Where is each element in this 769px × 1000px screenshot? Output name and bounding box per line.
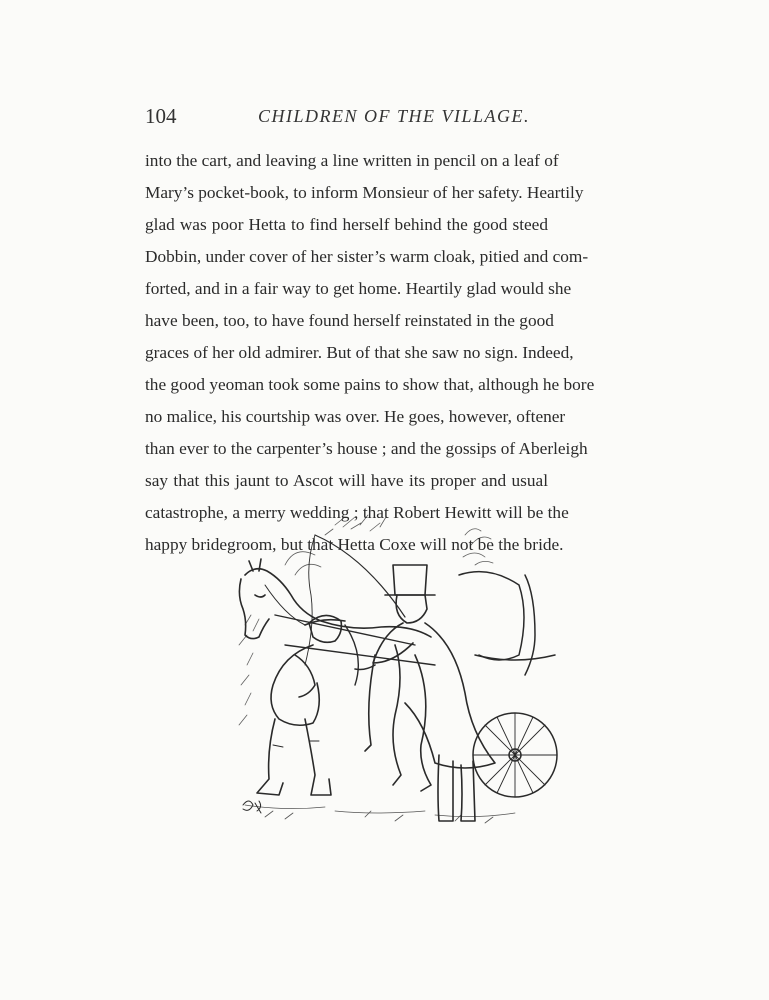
harness: [275, 615, 435, 685]
text-line: the good yeoman took some pains to show that, although he bore: [145, 375, 595, 394]
carriage: [459, 572, 557, 797]
text-line: forted, and in a fair way to get home. Heartily glad would she: [145, 279, 572, 298]
text-line: happy bridegroom, but that Hetta Coxe will not be the bride.: [145, 535, 564, 554]
text-line: graces of her old admirer. But of that she saw no sign. Indeed,: [145, 343, 574, 362]
running-title: CHILDREN OF THE VILLAGE.: [258, 106, 531, 126]
text-line: Mary’s pocket-book, to inform Monsieur of her safety. Heartily: [145, 183, 584, 202]
text-line: catastrophe, a merry wedding ; that Robert Hewitt will be the: [145, 503, 569, 522]
text-line: say that this jaunt to Ascot will have its proper and usual: [145, 471, 548, 490]
text-line: into the cart, and leaving a line written in pencil on a leaf of: [145, 151, 559, 170]
text-line: than ever to the carpenter’s house ; and the gossips of Aberleigh: [145, 439, 588, 458]
running-head: [145, 104, 545, 134]
engraving-illustration: [225, 505, 565, 835]
text-line: no malice, his courtship was over. He goes, however, oftener: [145, 407, 566, 426]
boy-figure: [257, 615, 345, 795]
foliage-hatching: [239, 515, 493, 725]
text-line: Dobbin, under cover of her sister’s warm cloak, pitied and com-: [145, 247, 589, 266]
body-text: [145, 145, 595, 561]
text-line: have been, too, to have found herself reinstated in the good: [145, 311, 554, 330]
text-line: glad was poor Hetta to find herself behind the good steed: [145, 215, 548, 234]
illustration-drawing: [225, 505, 565, 835]
page-number: 104: [145, 104, 177, 128]
